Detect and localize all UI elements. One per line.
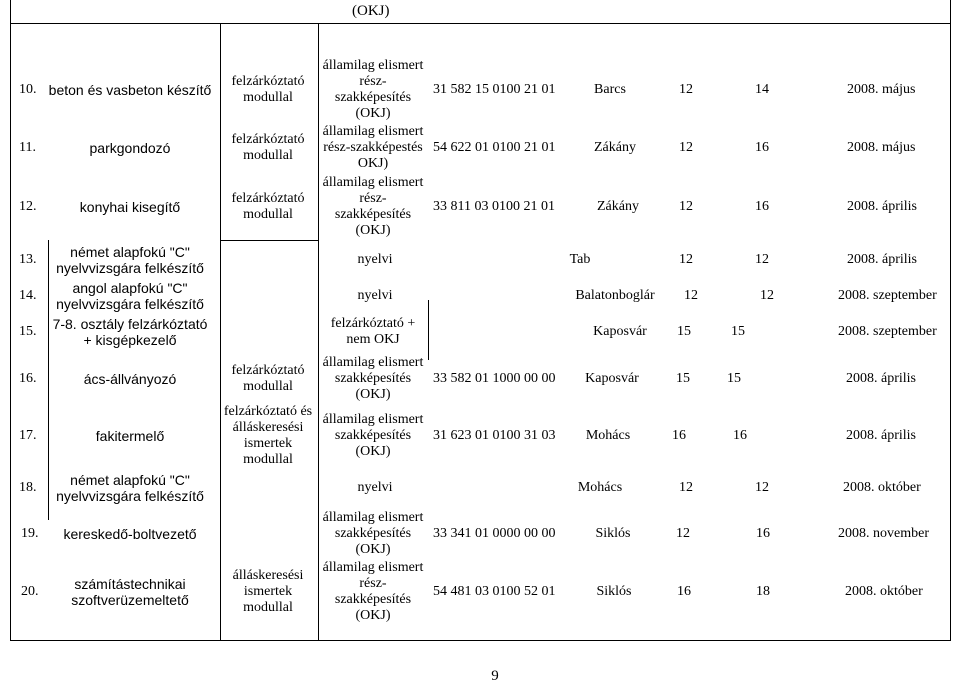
duration-months: 15 [677, 324, 691, 339]
row-number: 15. [19, 324, 37, 339]
row-number: 19. [21, 526, 39, 541]
qualification-line: államilag elismert [322, 175, 424, 190]
module-type-line: álláskeresési [232, 568, 304, 583]
qualification-line: szakképesítés [334, 371, 412, 386]
start-date: 2008. október [843, 480, 921, 495]
qualification [317, 124, 429, 172]
course-name-line: nyelvvizsgára felkészítő [56, 260, 204, 276]
qualification-line: szakképesítés [334, 592, 412, 607]
row-number: 20. [21, 584, 39, 599]
qualification [317, 58, 429, 122]
course-name-line: angol alapfokú "C" [72, 280, 188, 296]
course-name-line: konyhai kisegítő [79, 199, 181, 215]
grid-line-horizontal [10, 640, 951, 641]
start-date: 2008. április [846, 371, 916, 386]
row-number: 12. [19, 199, 37, 214]
module-type-line: felzárkóztató [231, 191, 305, 206]
qualification-line: (OKJ) [355, 444, 391, 459]
start-date: 2008. május [847, 82, 916, 97]
qualification [317, 560, 429, 624]
weekly-hours: 18 [756, 584, 770, 599]
qualification [317, 316, 429, 348]
duration-months: 12 [676, 526, 690, 541]
qualification-line: szakképesítés [334, 526, 412, 541]
duration-months: 15 [676, 371, 690, 386]
qualification-line: államilag elismert [322, 124, 424, 139]
okj-code: 54 622 01 0100 21 01 [433, 140, 556, 155]
duration-months: 12 [679, 480, 693, 495]
qualification [317, 355, 429, 403]
okj-code: 31 582 15 0100 21 01 [433, 82, 556, 97]
page-number: 9 [491, 668, 499, 684]
top-fragment: (OKJ) [352, 3, 390, 19]
weekly-hours: 12 [755, 480, 769, 495]
course-name-line: beton és vasbeton készítő [48, 82, 212, 98]
qualification-line: nyelvi [357, 480, 393, 495]
course-name-line: német alapfokú "C" [70, 472, 190, 488]
module-type-line: modullal [243, 379, 293, 394]
qualification [317, 510, 429, 558]
course-name [45, 140, 215, 156]
weekly-hours: 12 [755, 252, 769, 267]
module-type [220, 74, 316, 106]
qualification [345, 288, 405, 304]
row-number: 17. [19, 428, 37, 443]
qualification-line: államilag elismert [322, 510, 424, 525]
course-name [45, 526, 215, 542]
qualification-line: szakképesítés [334, 207, 412, 222]
start-date: 2008. október [845, 584, 923, 599]
start-date: 2008. május [847, 140, 916, 155]
qualification-line: rész- [359, 191, 387, 206]
duration-months: 12 [679, 140, 693, 155]
row-number: 10. [19, 82, 37, 97]
location: Mohács [585, 428, 631, 443]
qualification-line: OKJ) [357, 156, 389, 171]
qualification [345, 480, 405, 496]
course-name-line: + kisgépkezelő [83, 332, 177, 348]
okj-code: 33 582 01 1000 00 00 [433, 371, 556, 386]
course-name-line: számítástechnikai [74, 576, 186, 592]
course-name [45, 428, 215, 444]
qualification-line: nyelvi [357, 288, 393, 303]
module-type-line: modullal [243, 148, 293, 163]
module-type-line: ismertek [243, 584, 293, 599]
start-date: 2008. április [846, 428, 916, 443]
location: Kaposvár [593, 324, 647, 339]
start-date: 2008. április [847, 252, 917, 267]
qualification-line: államilag elismert [322, 560, 424, 575]
qualification-line: (OKJ) [355, 387, 391, 402]
module-type-line: ismertek [243, 436, 293, 451]
row-number: 14. [19, 288, 37, 303]
qualification-line: (OKJ) [355, 223, 391, 238]
course-name-line: 7-8. osztály felzárkóztató [52, 316, 208, 332]
weekly-hours: 16 [755, 140, 769, 155]
qualification-line: rész-szakképestés [323, 140, 423, 155]
weekly-hours: 16 [733, 428, 747, 443]
qualification-line: rész- [359, 74, 387, 89]
duration-months: 12 [679, 82, 693, 97]
course-name [45, 199, 215, 215]
course-name [45, 82, 215, 98]
qualification-line: felzárkóztató + [330, 316, 416, 331]
start-date: 2008. november [838, 526, 929, 541]
module-type-line: felzárkóztató [231, 132, 305, 147]
qualification [345, 252, 405, 268]
module-type-line: álláskeresési [232, 420, 304, 435]
qualification-line: államilag elismert [322, 412, 424, 427]
location: Kaposvár [585, 371, 639, 386]
okj-code: 31 623 01 0100 31 03 [433, 428, 556, 443]
module-type [220, 191, 316, 223]
weekly-hours: 15 [727, 371, 741, 386]
module-type-line: felzárkóztató [231, 363, 305, 378]
course-name-line: német alapfokú "C" [70, 244, 190, 260]
course-name [45, 316, 215, 348]
row-number: 18. [19, 480, 37, 495]
qualification-line: (OKJ) [355, 608, 391, 623]
grid-line-vertical [220, 23, 221, 640]
module-type [220, 568, 316, 616]
location: Siklós [595, 526, 631, 541]
weekly-hours: 16 [755, 199, 769, 214]
module-type [220, 404, 316, 468]
start-date: 2008. április [847, 199, 917, 214]
duration-months: 16 [677, 584, 691, 599]
location: Zákány [597, 199, 639, 214]
course-name [45, 244, 215, 276]
course-name [45, 280, 215, 312]
course-name-line: nyelvvizsgára felkészítő [56, 296, 204, 312]
module-type-line: felzárkóztató [231, 74, 305, 89]
row-number: 11. [19, 140, 36, 155]
course-name [45, 576, 215, 608]
course-name [45, 371, 215, 387]
qualification-line: szakképesítés [334, 90, 412, 105]
duration-months: 16 [672, 428, 686, 443]
duration-months: 12 [679, 199, 693, 214]
location: Balatonboglár [575, 288, 655, 303]
course-name-line: parkgondozó [89, 140, 171, 156]
module-type-line: modullal [243, 90, 293, 105]
qualification-line: szakképesítés [334, 428, 412, 443]
grid-line-vertical [10, 0, 11, 640]
module-type-line: modullal [243, 207, 293, 222]
module-type-line: modullal [243, 452, 293, 467]
qualification-line: nyelvi [357, 252, 393, 267]
duration-months: 12 [684, 288, 698, 303]
location: Siklós [596, 584, 632, 599]
module-type-line: felzárkóztató és [223, 404, 313, 419]
qualification [317, 412, 429, 460]
qualification-line: rész- [359, 576, 387, 591]
row-number: 13. [19, 252, 37, 267]
location: Barcs [594, 82, 626, 97]
row-number: 16. [19, 371, 37, 386]
location: Zákány [594, 140, 636, 155]
module-type [220, 132, 316, 164]
duration-months: 12 [679, 252, 693, 267]
qualification-line: államilag elismert [322, 355, 424, 370]
course-name-line: kereskedő-boltvezető [63, 526, 197, 542]
grid-line-vertical [950, 0, 951, 640]
qualification-line: nem OKJ [346, 332, 400, 347]
weekly-hours: 16 [756, 526, 770, 541]
module-type-line: modullal [243, 600, 293, 615]
course-name-line: fakitermelő [95, 428, 165, 444]
course-name-line: szoftverüzemeltető [71, 592, 189, 608]
okj-code: 33 811 03 0100 21 01 [433, 199, 555, 214]
location: Tab [569, 252, 591, 267]
qualification-line: (OKJ) [355, 542, 391, 557]
qualification-line: államilag elismert [322, 58, 424, 73]
grid-line-horizontal [220, 240, 318, 241]
module-type [220, 363, 316, 395]
course-name-line: nyelvvizsgára felkészítő [56, 488, 204, 504]
location: Mohács [577, 480, 623, 495]
okj-code: 33 341 01 0000 00 00 [433, 526, 556, 541]
course-name-line: ács-állványozó [83, 371, 177, 387]
qualification-line: (OKJ) [355, 106, 391, 121]
course-name [45, 472, 215, 504]
weekly-hours: 14 [755, 82, 769, 97]
okj-code: 54 481 03 0100 52 01 [433, 584, 556, 599]
start-date: 2008. szeptember [838, 324, 937, 339]
qualification [317, 175, 429, 239]
start-date: 2008. szeptember [838, 288, 937, 303]
weekly-hours: 12 [760, 288, 774, 303]
weekly-hours: 15 [731, 324, 745, 339]
grid-line-horizontal [10, 23, 951, 24]
